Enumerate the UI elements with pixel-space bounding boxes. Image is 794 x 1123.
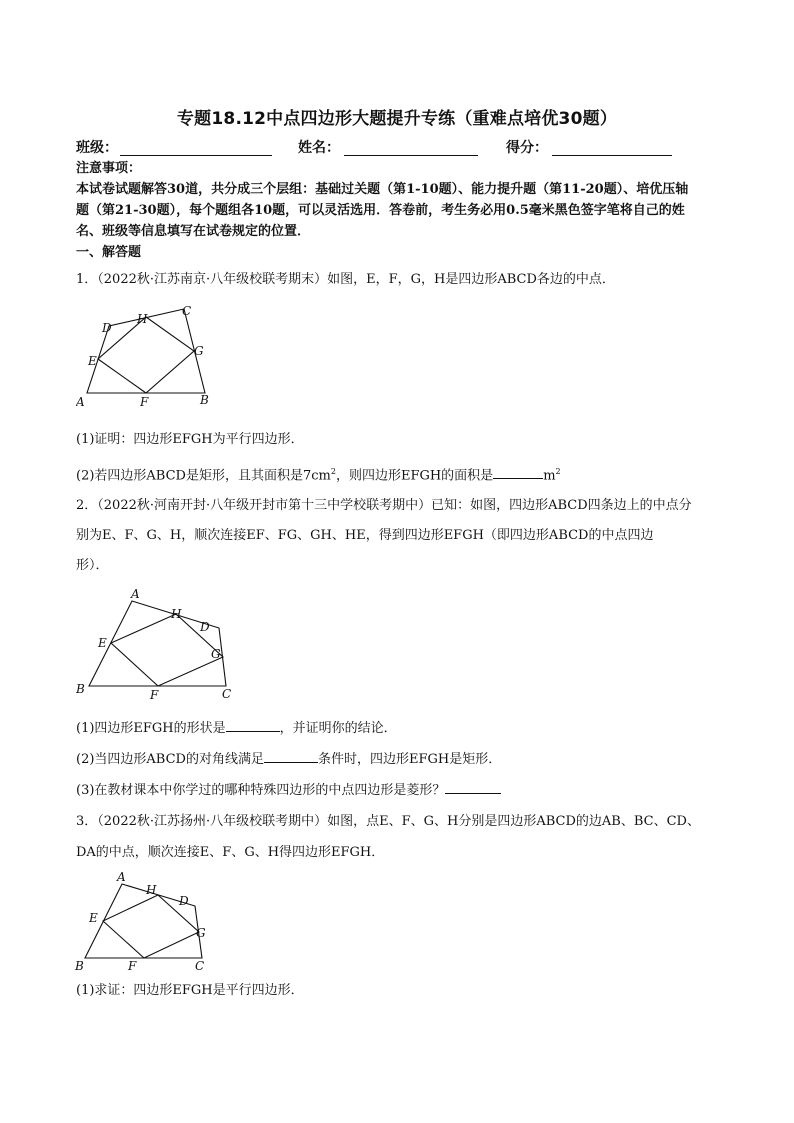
q3-label-B: B [75, 959, 84, 973]
q1-label-C: C [182, 304, 192, 318]
section-heading: 一、解答题 [76, 245, 142, 260]
q2-label-D: D [200, 620, 210, 634]
q3-label-E: E [89, 911, 98, 925]
q2-label-B: B [76, 682, 85, 696]
q2-label-H: H [171, 607, 182, 621]
q3-label-D: D [179, 894, 189, 908]
q1-unit-sup: 2 [555, 467, 561, 476]
q2-part-3 [76, 779, 501, 801]
q2-answer-blank-2[interactable] [264, 748, 318, 763]
q2-line-3: 形）． [76, 558, 109, 573]
q2-part-3-text: (3)在教材课本中你学过的哪种特殊四边形的中点四边形是菱形？ [76, 783, 446, 798]
q2-part-2-text-b: 条件时，四边形EFGH是矩形． [317, 752, 502, 767]
q2-part-2 [76, 748, 501, 770]
notice-line-1: 本试卷试题解答30道，共分成三个层组：基础过关题（第1-10题）、能力提升题（第11-20题）、培优压轴 [76, 182, 689, 197]
notice-line-2: 题（第21-30题），每个题组各10题，可以灵活选用．答卷前，考生务必用0.5毫米黑色签字笔将自己的姓 [76, 203, 685, 218]
q2-label-F: F [150, 688, 159, 702]
q1-part-2-text-a: (2)若四边形ABCD是矩形，且其面积是7cm [76, 468, 331, 484]
q1-stem: 1．（2022秋·江苏南京·八年级校联考期末）如图，E，F，G，H是四边形ABCD各边的中点． [76, 272, 615, 287]
q1-part-2 [76, 462, 561, 486]
name-label: 姓名： [298, 140, 340, 156]
q3-label-G: G [196, 926, 206, 940]
q1-part-2-text-b: ，则四边形EFGH的面积是 [335, 468, 494, 484]
q1-label-D: D [102, 321, 112, 335]
q3-label-C: C [195, 959, 205, 973]
q1-label-B: B [200, 393, 209, 407]
q1-part-2-sup: 2 [330, 467, 336, 476]
q3-part-1: (1)求证：四边形EFGH是平行四边形． [76, 983, 304, 998]
q1-label-E: E [88, 354, 97, 368]
q2-label-E: E [98, 636, 107, 650]
q2-part-1-text-a: (1)四边形EFGH的形状是 [76, 721, 226, 736]
q2-answer-blank-1[interactable] [226, 717, 280, 732]
q1-answer-blank[interactable] [493, 464, 543, 479]
notice-heading: 注意事项： [76, 161, 142, 176]
q1-figure [76, 300, 216, 410]
q3-line-2: DA的中点，顺次连接E、F、G、H得四边形EFGH． [76, 845, 385, 860]
q2-label-G: G [211, 647, 221, 661]
q2-label-C: C [222, 687, 232, 701]
q1-label-G: G [194, 344, 204, 358]
q2-line-2: 别为E、F、G、H，顺次连接EF、FG、GH、HE，得到四边形EFGH（即四边形ABCD的中点四边 [76, 528, 654, 543]
score-label: 得分： [506, 140, 548, 156]
q1-label-H: H [137, 312, 148, 326]
class-label: 班级： [76, 140, 118, 156]
q3-line-1: 3．（2022秋·江苏扬州·八年级校联考期中）如图，点E、F、G、H分别是四边形ABCD的边AB、BC、CD、 [76, 814, 700, 829]
notice-line-3: 名、班级等信息填写在试卷规定的位置． [76, 224, 311, 239]
page-title: 专题18.12中点四边形大题提升专练（重难点培优30题） [176, 109, 618, 129]
q2-figure [76, 585, 246, 705]
score-field[interactable] [552, 141, 672, 156]
q3-label-H: H [146, 883, 157, 897]
q1-label-F: F [140, 395, 149, 409]
q1-part-1: (1)证明：四边形EFGH为平行四边形． [76, 432, 304, 447]
q2-part-1-text-b: ，并证明你的结论． [279, 721, 397, 736]
q2-label-A: A [131, 587, 140, 601]
q3-label-F: F [128, 959, 137, 973]
q2-part-1 [76, 717, 397, 739]
q1-label-A: A [76, 395, 85, 409]
class-field[interactable] [120, 141, 272, 156]
q3-figure [70, 868, 220, 976]
q2-line-1: 2．（2022秋·河南开封·八年级开封市第十三中学校联考期中）已知：如图，四边形ABCD四条边上的中点分 [76, 498, 692, 513]
q3-label-A: A [117, 870, 126, 884]
q1-unit: m [543, 468, 556, 484]
q2-part-2-text-a: (2)当四边形ABCD的对角线满足 [76, 752, 264, 767]
name-field[interactable] [344, 141, 478, 156]
q2-answer-blank-3[interactable] [445, 779, 501, 794]
